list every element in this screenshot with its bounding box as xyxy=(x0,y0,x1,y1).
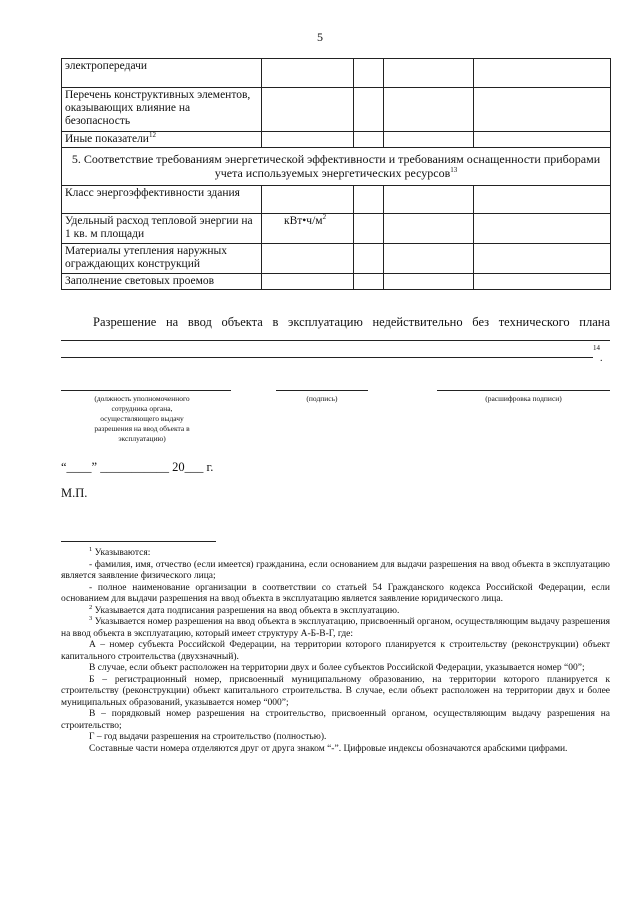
value-cell xyxy=(474,186,611,214)
issue-date-line: “____” ___________ 20___ г. xyxy=(61,460,214,474)
row-label: Класс энергоэффективности здания xyxy=(65,187,240,199)
value-cell xyxy=(384,132,474,148)
section-5-text: 5. Соответствие требованиям энергетической эффективности и требованиям оснащенности приборами учета используемых энергетических ресурсов xyxy=(71,152,601,180)
row-label-cell xyxy=(62,274,262,290)
value-cell xyxy=(354,186,384,214)
footnote-separator xyxy=(61,541,216,542)
row-label-cell xyxy=(62,214,262,244)
footnote-text: В случае, если объект расположен на территории двух и более субъектов Российской Федерации, указывается номер “00”; xyxy=(89,663,585,673)
signature-caption: (подпись) xyxy=(306,394,338,403)
footnote-paragraph xyxy=(61,675,610,710)
row-label: Перечень конструктивных элементов, оказывающих влияние на безопасность xyxy=(65,89,251,127)
building-characteristics-table xyxy=(61,58,611,290)
table-row xyxy=(62,186,611,214)
unit-sup: 2 xyxy=(322,213,327,222)
footnote-paragraph xyxy=(61,663,610,675)
unit-cell xyxy=(262,274,354,290)
footnote-paragraph xyxy=(61,640,610,663)
table-row xyxy=(62,214,611,244)
permit-validity-statement: Разрешение на ввод объекта в эксплуатацию недействительно без технического плана xyxy=(93,315,610,329)
unit-label: кВт•ч/м xyxy=(284,215,323,227)
unit-cell xyxy=(262,186,354,214)
unit-cell xyxy=(262,132,354,148)
table-row xyxy=(62,274,611,290)
value-cell xyxy=(384,186,474,214)
value-cell xyxy=(384,214,474,244)
unit-cell xyxy=(262,214,354,244)
footnote-text: Указывается номер разрешения на ввод объекта в эксплуатацию, присвоенный органом, осуществляющим выдачу разрешения на ввод объекта в эксплуатацию, который имеет структуру А-Б-В-Г, где: xyxy=(61,617,611,639)
row-label-cell xyxy=(62,132,262,148)
row-label-cell xyxy=(62,59,262,88)
footnote-text: В – порядковый номер разрешения на строительство, присвоенный органом, осуществляющим выдачу разрешения на строительство; xyxy=(61,709,610,731)
unit-cell xyxy=(262,59,354,88)
value-cell xyxy=(354,132,384,148)
value-cell xyxy=(354,244,384,274)
signature-line xyxy=(276,390,368,391)
value-cell xyxy=(474,274,611,290)
footnote-paragraph xyxy=(61,709,610,732)
footnote-paragraph xyxy=(61,560,610,583)
footnote-paragraph xyxy=(61,545,610,560)
footnote-paragraph xyxy=(61,614,611,640)
table-row xyxy=(62,59,611,88)
footnote-text: Г – год выдачи разрешения на строительство (полностью). xyxy=(89,732,327,742)
value-cell xyxy=(384,244,474,274)
value-cell xyxy=(354,214,384,244)
value-cell xyxy=(354,274,384,290)
footnote-text: Указывается дата подписания разрешения на ввод объекта в эксплуатацию. xyxy=(94,605,400,616)
footnote-ref-14: 14 xyxy=(593,344,600,352)
row-label-cell xyxy=(62,88,262,132)
value-cell xyxy=(384,274,474,290)
value-cell xyxy=(384,88,474,132)
section-5-title xyxy=(62,148,611,186)
footnote-paragraph xyxy=(61,732,610,744)
stamp-label: М.П. xyxy=(61,486,88,500)
value-cell xyxy=(474,132,611,148)
value-cell xyxy=(474,244,611,274)
value-cell xyxy=(474,214,611,244)
value-cell xyxy=(384,59,474,88)
footnote-ref: 12 xyxy=(148,131,156,140)
value-cell xyxy=(474,88,611,132)
unit-cell xyxy=(262,88,354,132)
footnote-text: - полное наименование организации в соответствии со статьей 54 Гражданского кодекса Российской Федерации, если основанием для выдачи разрешения на ввод объекта в эксплуатацию является заявление юридического лица. xyxy=(61,582,610,604)
footnote-number: 3 xyxy=(89,614,93,622)
footnote-paragraph xyxy=(61,583,610,606)
row-label: Иные показатели xyxy=(65,133,149,145)
footnote-text: Б – регистрационный номер, присвоенный муниципальному образованию, на территории которого планируется к строительству (реконструкции) объект капитального строительства. В случае, если объект расположен на территории двух и более муниципальных образований, указывается номер “000”; xyxy=(61,674,610,708)
footnotes xyxy=(61,545,611,755)
row-label: Материалы утепления наружных ограждающих конструкций xyxy=(65,245,227,270)
footnote-text: Составные части номера отделяются друг от друга знаком “-”. Цифровые индексы обозначаются арабскими цифрами. xyxy=(89,743,568,754)
footnote-paragraph xyxy=(61,603,610,618)
row-label-cell xyxy=(62,244,262,274)
table-row xyxy=(62,132,611,148)
tech-plan-line-2 xyxy=(61,357,593,358)
tech-plan-line-1 xyxy=(61,340,610,341)
footnote-ref-14-dot: . xyxy=(600,353,603,364)
row-label-cell xyxy=(62,186,262,214)
footnote-text: Указываются: xyxy=(94,548,151,558)
value-cell xyxy=(474,59,611,88)
table-row xyxy=(62,244,611,274)
row-label: Заполнение световых проемов xyxy=(65,275,215,287)
footnote-text: А – номер субъекта Российской Федерации, на территории которого планируется к строительству (реконструкции) объект капитального строительства (двухзначный). xyxy=(61,640,610,662)
decoding-caption: (расшифровка подписи) xyxy=(485,394,562,403)
decoding-signature-line xyxy=(437,390,610,391)
table-row xyxy=(62,88,611,132)
position-signature-line xyxy=(61,390,231,391)
row-label: электропередачи xyxy=(65,60,148,72)
footnote-paragraph xyxy=(61,744,610,756)
footnote-text: - фамилия, имя, отчество (если имеется) гражданина, если основанием для выдачи разрешения на ввод объекта в эксплуатацию является заявление физического лица; xyxy=(61,559,610,581)
page-number: 5 xyxy=(317,30,323,44)
value-cell xyxy=(354,88,384,132)
unit-cell xyxy=(262,244,354,274)
section-5-header-row xyxy=(62,148,611,186)
value-cell xyxy=(354,59,384,88)
footnote-number: 2 xyxy=(89,603,93,611)
position-caption: (должность уполномоченного сотрудника органа, осуществляющего выдачу разрешения на ввод объекта в эксплуатацию) xyxy=(94,394,190,443)
footnote-ref: 13 xyxy=(450,166,458,174)
row-label: Удельный расход тепловой энергии на 1 кв. м площади xyxy=(65,215,253,240)
footnote-number: 1 xyxy=(89,545,93,553)
